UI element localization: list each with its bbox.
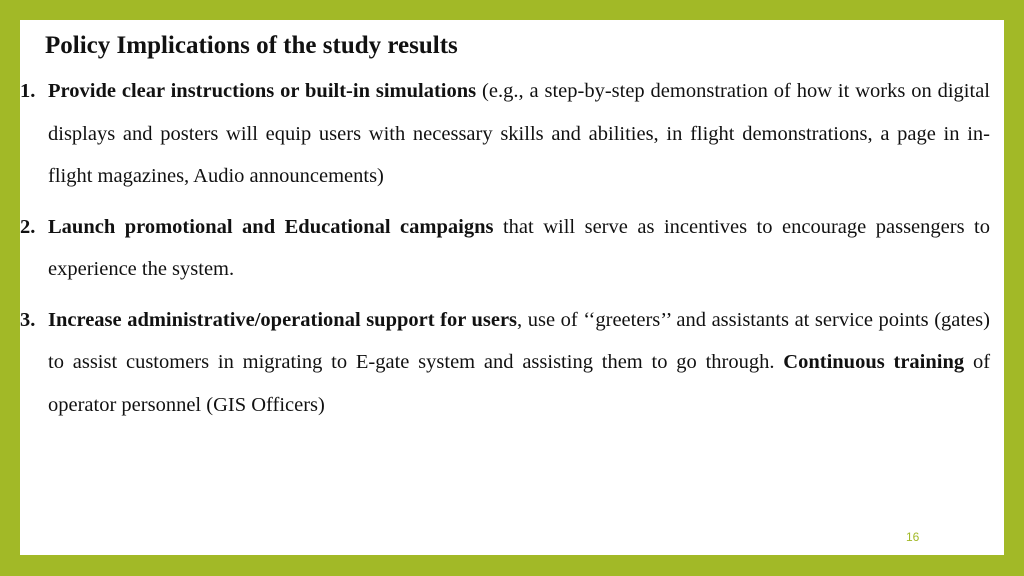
list-item	[20, 70, 990, 198]
slide-title: Policy Implications of the study results	[45, 32, 458, 59]
item-heading: Increase administrative/operational support for users	[48, 308, 518, 331]
item-text: (e.g., a step-by-step demonstration of how it works on digital displays and posters will equip users with necessary skills and abilities, in flight demonstrations, a page in in-flight magazines, Audio announcements)	[48, 80, 990, 187]
list-item	[20, 206, 990, 291]
item-number: 1.	[20, 80, 36, 102]
item-text: that will serve as incentives to encourage passengers to experience the system.	[48, 215, 990, 280]
page-number: 16	[906, 530, 920, 544]
slide	[20, 20, 1004, 555]
item-subtext: of operator personnel (GIS Officers)	[48, 351, 991, 416]
item-heading: Launch promotional and Educational campaigns	[48, 215, 494, 238]
item-subheading: Continuous training	[783, 351, 965, 373]
item-number: 2.	[20, 215, 36, 238]
list-item	[20, 299, 990, 427]
item-heading: Provide clear instructions or built-in simulations	[48, 80, 477, 102]
policy-list	[20, 70, 990, 434]
item-number: 3.	[20, 308, 36, 331]
item-text: , use of ‘‘greeters’’ and assistants at service points (gates) to assist customers in migrating to E-gate system and assisting them to go through.	[48, 308, 990, 373]
